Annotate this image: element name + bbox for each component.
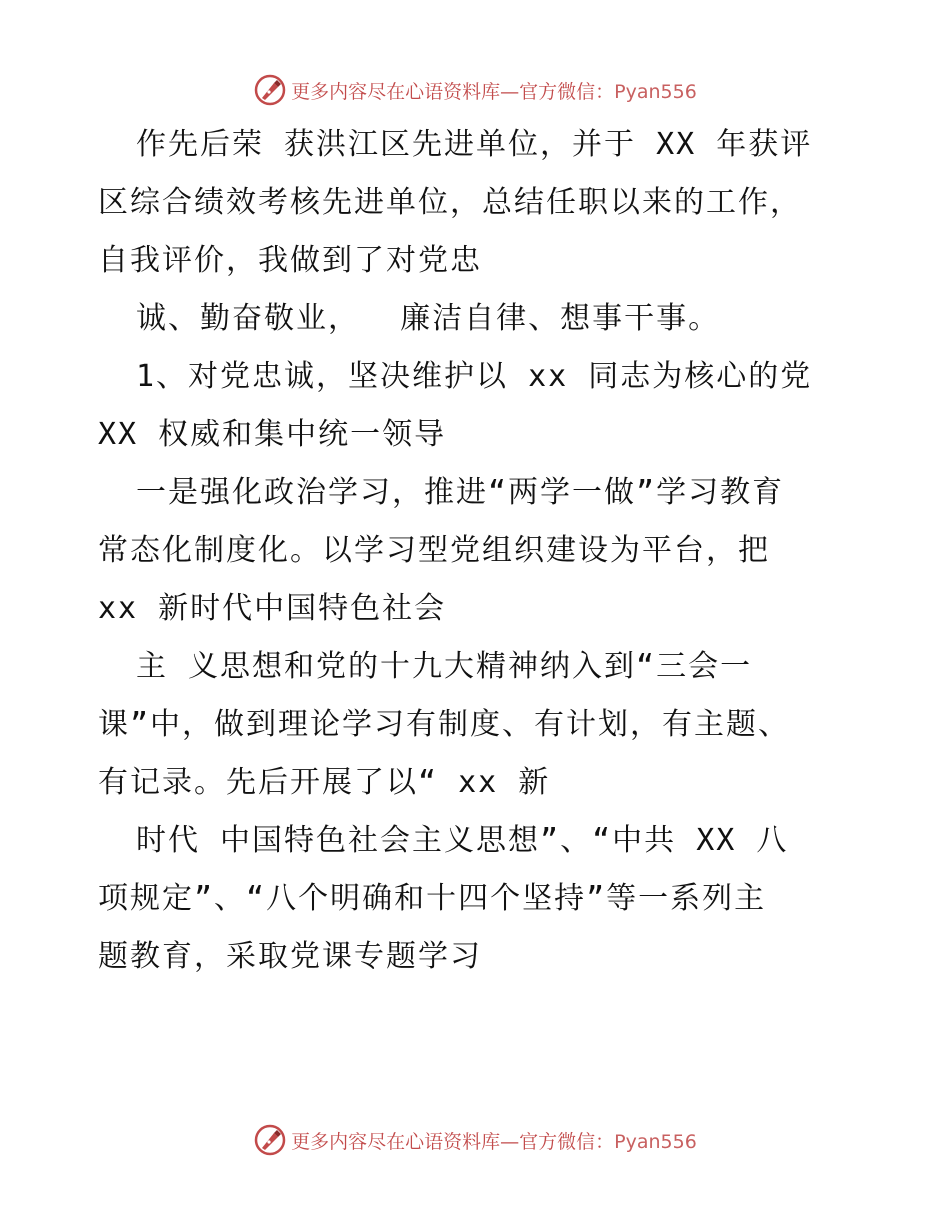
text-line: xx 新时代中国特色社会 <box>98 591 447 626</box>
text-line: 作先后荣 获洪江区先进单位，并于 XX 年获评 <box>136 127 813 162</box>
text-line: XX 权威和集中统一领导 <box>98 417 447 452</box>
text-line: 区综合绩效考核先进单位，总结任职以来的工作， <box>98 185 802 220</box>
text-line: 主 义思想和党的十九大精神纳入到“三会一 <box>136 649 753 684</box>
header-watermark <box>0 70 950 110</box>
text-line: 1、对党忠诚，坚决维护以 xx 同志为核心的党 <box>136 359 813 394</box>
watermark-text: 更多内容尽在心语资料库—官方微信：Pyan556 <box>291 80 697 103</box>
text-line: 常态化制度化。以学习型党组织建设为平台，把 <box>98 533 770 568</box>
document-body <box>98 116 858 986</box>
text-line: 一是强化政治学习，推进“两学一做”学习教育 <box>136 475 785 510</box>
text-line: 项规定”、“八个明确和十四个坚持”等一系列主 <box>98 881 767 916</box>
text-line: 课”中，做到理论学习有制度、有计划，有主题、 <box>98 707 791 742</box>
watermark-text: 更多内容尽在心语资料库—官方微信：Pyan556 <box>291 1130 697 1153</box>
text-line: 时代 中国特色社会主义思想”、“中共 XX 八 <box>136 823 789 858</box>
footer-watermark <box>0 1120 950 1160</box>
watermark-brand: Pyan556 <box>614 80 697 103</box>
text-line: 诚、勤奋敬业， 廉洁自律、想事干事。 <box>136 301 721 336</box>
text-line: 题教育，采取党课专题学习 <box>98 939 482 974</box>
text-line: 自我评价，我做到了对党忠 <box>98 243 482 278</box>
pen-nib-logo-icon <box>253 1123 287 1157</box>
pen-nib-logo-icon <box>253 73 287 107</box>
watermark-brand: Pyan556 <box>614 1130 697 1153</box>
text-line: 有记录。先后开展了以“ xx 新 <box>98 765 551 800</box>
